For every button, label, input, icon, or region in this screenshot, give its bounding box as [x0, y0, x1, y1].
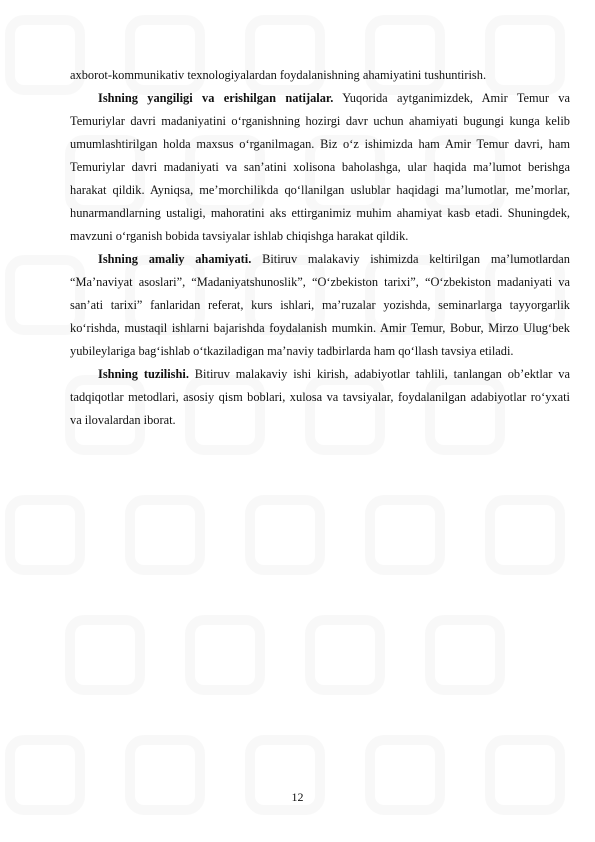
page-number: 12	[291, 790, 304, 804]
paragraph-novelty	[70, 87, 570, 248]
intro-line: axborot-kommunikativ texnologiyalardan foydalanishning ahamiyatini tushuntirish.	[70, 68, 487, 82]
paragraph-structure	[70, 363, 570, 432]
paragraph-text: Yuqorida aytganimizdek, Amir Temur va Temuriylar davri madaniyatini o‘rganishning hozirgi davr uchun ahamiyati bugungi kunga kelib umumlashtirilgan holda maxsus o‘rganilmagan. Biz o‘z ishimizda ham Amir Temur davri, ham Temuriylar davri madaniyati va san’atini xolisona baholashga, ular haqida ma’lumot berishga harakat qildik. Ayniqsa, me’morchilikda qo‘llanilgan uslublar haqidagi ma’lumotlar, me’morlar, hunarmandlarning ustaligi, mahoratini aks ettirganimiz muhim ahamiyat kasb etadi. Shuningdek, mavzuni o‘rganish bobida tavsiyalar ishlab chiqishga harakat qildik.	[70, 91, 570, 243]
paragraph-heading: Ishning yangiligi va erishilgan natijalar.	[98, 91, 334, 105]
paragraph-text: Bitiruv malakaviy ishi kirish, adabiyotlar tahlili, tanlangan ob’ektlar va tadqiqotlar metodlari, asosiy qism boblari, xulosa va tavsiyalar, foydalanilgan adabiyotlar ro‘yxati va ilovalardan iborat.	[70, 367, 570, 427]
paragraph-heading: Ishning amaliy ahamiyati.	[98, 252, 252, 266]
paragraph-text: Bitiruv malakaviy ishimizda keltirilgan ma’lumotlardan “Ma’naviyat asoslari”, “Madaniyatshunoslik”, “O‘zbekiston tarixi”, “O‘zbekiston madaniyati va san’ati tarixi” fanlaridan referat, kurs ishlari, ma’ruzalar yozishda, seminarlarga tayyorgarlik ko‘rishda, mustaqil ishlarni bajarishda foydalanish mumkin. Amir Temur, Bobur, Mirzo Ulug‘bek yubileylariga bag‘ishlab o‘tkaziladigan ma’naviy tadbirlarda ham qo‘llash tavsiya etiladi.	[70, 252, 570, 358]
document-body	[70, 64, 570, 432]
paragraph-heading: Ishning tuzilishi.	[98, 367, 189, 381]
paragraph-practical-significance	[70, 248, 570, 363]
